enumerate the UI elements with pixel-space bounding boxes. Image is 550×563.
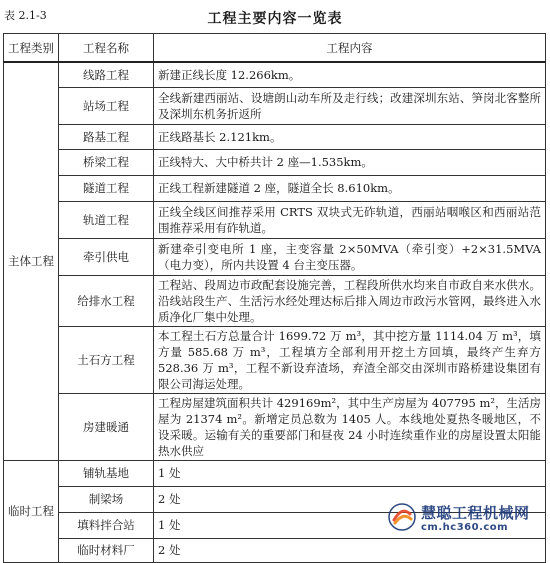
row-content: 工程站、段周边市政配套设施完善，工程段所供水均来自市政自来水供水。沿线站段生产、生活污水经处理达标后排入周边市政污水管网，最终进入水质净化厂集中处理。	[154, 275, 546, 326]
table-row	[4, 275, 546, 326]
table-row	[4, 175, 546, 201]
table-row	[4, 460, 546, 486]
table-row	[4, 201, 546, 238]
table-row	[4, 149, 546, 175]
category-main: 主体工程	[4, 62, 59, 460]
row-content: 新建牵引变电所 1 座，主变容量 2×50MVA（牵引变）+2×31.5MVA（电力变），所内共设置 4 台主变压器。	[154, 238, 546, 275]
row-name: 制梁场	[59, 486, 154, 512]
table-row	[4, 124, 546, 149]
watermark	[387, 499, 545, 535]
table-row	[4, 62, 546, 87]
row-content: 全线新建西丽站、设塘朗山动车所及走行线；改建深圳东站、笋岗北客整所及深圳东机务折返所	[154, 87, 546, 124]
row-name: 给排水工程	[59, 275, 154, 326]
table-number: 表 2.1-3	[4, 9, 47, 22]
project-content-table	[3, 33, 546, 563]
row-name: 房建暖通	[59, 393, 154, 460]
row-name: 牵引供电	[59, 238, 154, 275]
table-header-row	[4, 34, 546, 63]
row-content: 1 处	[154, 512, 546, 538]
row-content: 正线全线区间推荐采用 CRTS 双块式无砟轨道，西丽站咽喉区和西丽站范围推荐采用有砟轨道。	[154, 201, 546, 238]
header-category: 工程类别	[4, 34, 59, 63]
table-row	[4, 538, 546, 562]
row-content: 本工程土石方总量合计 1699.72 万 m³，其中挖方量 1114.04 万 m³，填方量 585.68 万 m³，工程填方全部利用开挖土方回填，最终产生弃方 528.36 万 m³，工程不新设弃渣场，弃渣全部交由深圳市路桥建设集团有限公司海运处理。	[154, 326, 546, 393]
row-name: 轨道工程	[59, 201, 154, 238]
table-title: 工程主要内容一览表	[207, 11, 343, 27]
row-name: 桥梁工程	[59, 149, 154, 175]
watermark-url: cm.hc360.com	[421, 521, 509, 533]
row-name: 填料拌合站	[59, 512, 154, 538]
header-name: 工程名称	[59, 34, 154, 63]
row-content: 2 处	[154, 486, 546, 512]
row-name: 临时材料厂	[59, 538, 154, 562]
row-content: 正线特大、大中桥共计 2 座—1.535km。	[154, 149, 546, 175]
row-name: 土石方工程	[59, 326, 154, 393]
row-content: 正线路基长 2.121km。	[154, 124, 546, 149]
row-name: 铺轨基地	[59, 460, 154, 486]
table-row	[4, 393, 546, 460]
row-name: 站场工程	[59, 87, 154, 124]
table-row	[4, 326, 546, 393]
row-content: 工程房屋建筑面积共计 429169m²，其中生产房屋为 407795 m²，生活房屋为 21374 m²。新增定员总数为 1405 人。本线地处夏热冬暖地区，不设采暖。运输有关的重要部门和昼夜 24 小时连续重作业的房屋设置太阳能热水供应	[154, 393, 546, 460]
row-content: 正线工程新建隧道 2 座，隧道全长 8.610km。	[154, 175, 546, 201]
row-content: 1 处	[154, 460, 546, 486]
category-temporary: 临时工程	[4, 460, 59, 562]
watermark-logo-icon	[387, 502, 417, 532]
row-name: 路基工程	[59, 124, 154, 149]
row-content: 2 处	[154, 538, 546, 562]
watermark-text: 慧聪工程机械网	[421, 503, 530, 522]
table-row	[4, 87, 546, 124]
row-name: 隧道工程	[59, 175, 154, 201]
header-content: 工程内容	[154, 34, 546, 63]
table-row	[4, 238, 546, 275]
row-name: 线路工程	[59, 62, 154, 87]
row-content: 新建正线长度 12.266km。	[154, 62, 546, 87]
